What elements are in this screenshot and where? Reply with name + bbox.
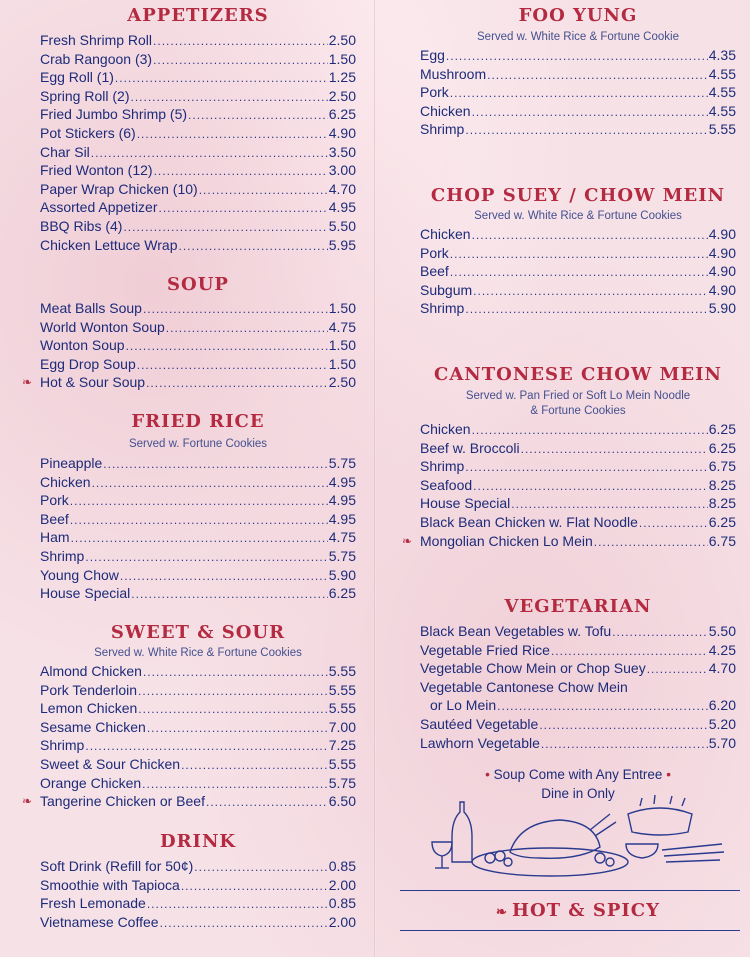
leader-dots [147,895,328,914]
hot-spicy-text: HOT & SPICY [511,900,660,921]
leader-dots [115,69,328,88]
leader-dots [465,458,707,477]
item-price: 5.55 [328,756,356,772]
list-item [40,755,356,774]
leader-dots [511,495,707,514]
leader-dots [487,66,708,85]
list-item [420,476,736,495]
item-name: Chicken Lettuce Wrap [40,236,178,253]
list-item [420,120,736,139]
divider [400,930,740,931]
item-price: 4.95 [328,510,356,527]
soup-note-text: Soup Come with Any Entree [493,767,663,782]
item-name: Chicken [420,102,471,119]
item-price: 4.90 [708,226,736,242]
chop-suey-subtitle: Served w. White Rice & Fortune Cookies [474,210,682,222]
item-price: 7.25 [328,737,356,754]
item-name: Young Chow [40,566,119,583]
item-price: 4.95 [328,473,356,490]
leader-dots [206,793,328,812]
item-name: Meat Balls Soup [40,300,142,316]
list-item [402,532,736,551]
list-item [40,217,356,236]
item-price: 5.90 [328,566,356,583]
item-name: Pork Tenderloin [40,681,138,698]
item-price: 2.00 [328,913,356,930]
leader-dots [160,914,328,933]
bullet: • [485,767,490,782]
list-item [40,699,356,718]
item-name: BBQ Ribs (4) [40,218,123,234]
list-item [420,513,736,532]
list-item [40,547,356,566]
list-item [420,299,736,318]
leader-dots [85,548,327,567]
leader-dots [639,514,708,533]
list-item [40,718,356,737]
item-price: 5.70 [708,734,736,751]
leader-dots [539,716,707,735]
foo-yung-subtitle: Served w. White Rice & Fortune Cookie [477,31,679,43]
vegetarian-title: VEGETARIAN [504,596,652,617]
list-item [40,876,356,895]
item-name: House Special [40,585,131,602]
leader-dots [126,337,328,356]
item-name: Tangerine Chicken or Beef [40,793,205,810]
item-name: Shrimp [420,300,465,317]
leader-dots [473,477,708,496]
leader-dots [71,529,328,548]
item-price: 5.90 [708,300,736,317]
leader-dots [541,735,708,754]
item-price: 1.50 [328,355,356,372]
list-item [420,715,736,734]
leader-dots [143,300,328,319]
leader-dots [166,319,328,338]
list-item [40,491,356,510]
item-price: 3.00 [328,162,356,179]
item-name: Spring Roll (2) [40,87,130,104]
item-price: 4.55 [708,65,736,82]
item-name: Pork [40,492,69,509]
item-price: 4.90 [708,281,736,298]
list-item [40,584,356,603]
list-item [40,894,356,913]
item-price: 6.75 [708,532,736,549]
leader-dots [497,697,708,716]
item-name: Smoothie with Tapioca [40,876,180,893]
item-name: Beef [40,510,69,527]
item-name: Vegetable Chow Mein or Chop Suey [420,660,646,677]
item-price: 4.95 [328,492,356,509]
leader-dots [137,125,328,144]
leader-dots [120,567,328,586]
item-name: Chicken [40,473,91,490]
list-item [40,355,356,374]
list-item [40,161,356,180]
food-illustration-icon [430,792,730,882]
list-item [40,68,356,87]
leader-dots [159,199,328,218]
leader-dots [446,47,708,66]
list-item [420,439,736,458]
list-item [420,659,736,678]
leader-dots [123,218,327,237]
item-price: 4.25 [708,641,736,658]
item-name: Assorted Appetizer [40,199,158,216]
item-price: 6.50 [328,793,356,810]
item-price: 4.90 [708,244,736,261]
leader-dots [91,144,328,163]
list-item [420,494,736,513]
leader-dots [154,162,328,181]
leader-dots [143,663,328,682]
item-name: Seafood [420,476,473,493]
list-item [40,510,356,529]
item-name: Lemon Chicken [40,700,138,717]
list-item [22,792,356,811]
leader-dots [594,533,708,552]
item-price: 5.50 [328,218,356,234]
list-item [40,124,356,143]
item-price: 2.50 [328,374,356,391]
item-price: 6.75 [708,458,736,475]
list-item [420,734,736,753]
list-item [40,774,356,793]
fried-rice-subtitle: Served w. Fortune Cookies [128,438,268,450]
list-item [40,50,356,69]
hot-spicy-legend [420,900,736,924]
item-name: Chicken [420,421,471,437]
item-name: Egg Drop Soup [40,355,136,372]
item-name: Sweet & Sour Chicken [40,756,181,772]
dine-in-note: Dine in Only [541,786,615,801]
item-name: Subgum [420,281,473,298]
item-name: Pineapple [40,455,103,471]
list-item [40,913,356,932]
item-name: Pork [420,84,449,101]
divider [400,890,740,891]
list-item [420,46,736,65]
item-price: 5.20 [708,716,736,732]
item-name: Crab Rangoon (3) [40,50,153,67]
leader-dots [131,585,327,604]
item-name: Lawhorn Vegetable [420,734,540,751]
soup-title: SOUP [167,274,229,295]
item-name: Soft Drink (Refill for 50¢) [40,858,194,874]
list-item [420,244,736,263]
list-item [420,420,736,439]
list-item [40,236,356,255]
leader-dots [199,181,328,200]
item-name: Sesame Chicken [40,718,146,735]
list-item [40,87,356,106]
item-price: 1.25 [328,69,356,86]
chili-pepper-icon: ❧ [22,375,33,390]
item-name: Almond Chicken [40,663,142,679]
leader-dots [473,282,708,301]
item-name: Fresh Lemonade [40,895,146,912]
list-item [420,102,736,121]
list-item [420,281,736,300]
item-price: 4.75 [328,529,356,546]
list-item [40,736,356,755]
bullet: • [666,767,671,782]
sweet-sour-subtitle: Served w. White Rice & Fortune Cookies [94,647,302,659]
leader-dots [194,858,327,877]
item-name: Vegetable Cantonese Chow Mein [420,679,628,695]
drink-title: DRINK [159,831,237,852]
item-price: 5.55 [328,663,356,679]
leader-dots [647,660,708,679]
list-item [40,198,356,217]
list-item [420,83,736,102]
list-item [22,373,356,392]
item-price: 4.75 [328,318,356,335]
list-item [420,696,736,715]
sweet-sour-title: SWEET & SOUR [110,622,286,643]
leader-dots [465,300,707,319]
item-name: Shrimp [40,737,85,754]
list-item [420,262,736,281]
leader-dots [70,511,328,530]
list-item [40,336,356,355]
list-item [40,299,356,318]
item-price: 4.55 [708,102,736,119]
list-item [40,473,356,492]
leader-dots [137,356,328,375]
item-price: 8.25 [708,476,736,493]
item-price: 5.55 [328,700,356,717]
item-price: 5.50 [708,623,736,639]
item-price: 6.25 [708,439,736,456]
item-price: 1.50 [328,300,356,316]
item-price: 5.75 [328,455,356,471]
item-price: 4.55 [708,84,736,101]
item-price: 1.50 [328,50,356,67]
leader-dots [181,756,328,775]
leader-dots [472,421,708,440]
list-item [420,457,736,476]
leader-dots [188,106,328,125]
leader-dots [147,719,328,738]
list-item [40,528,356,547]
leader-dots [472,226,708,245]
leader-dots [521,440,708,459]
item-name: Fried Wonton (12) [40,162,153,179]
leader-dots [450,263,708,282]
list-item [420,678,736,697]
item-name: or Lo Mein [430,697,497,713]
chili-pepper-icon: ❧ [402,533,413,548]
list-item [40,662,356,681]
cantonese-subtitle-line2: & Fortune Cookies [530,405,626,417]
chili-pepper-icon: ❧ [496,905,508,920]
item-price: 4.35 [708,47,736,63]
item-price: 6.25 [708,421,736,437]
list-item [420,65,736,84]
item-name: Beef [420,263,449,280]
item-name: World Wonton Soup [40,318,165,335]
menu-fold-line [374,0,376,957]
list-item [40,681,356,700]
item-name: Shrimp [420,458,465,475]
item-price: 5.75 [328,548,356,564]
item-price: 7.00 [328,718,356,735]
list-item [40,857,356,876]
list-item [40,318,356,337]
leader-dots [153,32,328,51]
item-price: 4.70 [328,180,356,197]
item-name: Fresh Shrimp Roll [40,32,153,48]
list-item [40,566,356,585]
item-name: Wonton Soup [40,337,125,354]
item-price: 4.70 [708,660,736,677]
item-name: Fried Jumbo Shrimp (5) [40,106,188,123]
item-name: Orange Chicken [40,774,142,791]
item-price: 4.95 [328,199,356,216]
item-name: Pork [420,244,449,261]
leader-dots [612,623,708,642]
leader-dots [142,775,328,794]
item-name: Char Sil [40,143,90,160]
list-item [40,454,356,473]
fried-rice-title: FRIED RICE [131,411,265,432]
item-price: 6.20 [708,697,736,713]
list-item [420,641,736,660]
item-name: Ham [40,529,70,546]
item-price: 6.25 [708,514,736,530]
list-item [420,622,736,641]
leader-dots [70,492,328,511]
item-price: 6.25 [328,106,356,123]
chop-suey-title: CHOP SUEY / CHOW MEIN [430,185,726,206]
item-name: Shrimp [40,548,85,564]
item-price: 3.50 [328,143,356,160]
item-price: 2.50 [328,32,356,48]
leader-dots [138,682,328,701]
leader-dots [465,121,707,140]
leader-dots [450,84,708,103]
list-item [40,143,356,162]
leader-dots [153,51,328,70]
soup-note [420,765,736,785]
item-price: 5.55 [328,681,356,698]
cantonese-title: CANTONESE CHOW MEIN [434,364,722,385]
item-price: 2.00 [328,876,356,893]
leader-dots [92,474,328,493]
item-name: Sautéed Vegetable [420,716,539,732]
item-name: Pot Stickers (6) [40,125,136,141]
item-name: Beef w. Broccoli [420,439,520,456]
item-price: 0.85 [328,858,356,874]
item-price: 2.50 [328,87,356,104]
item-name: Black Bean Chicken w. Flat Noodle [420,514,638,530]
list-item [40,105,356,124]
item-price: 1.50 [328,337,356,354]
leader-dots [178,237,327,256]
chili-pepper-icon: ❧ [22,794,33,809]
item-name: Hot & Sour Soup [40,374,146,391]
leader-dots [138,700,327,719]
item-name: Egg Roll (1) [40,69,114,86]
cantonese-subtitle-line1: Served w. Pan Fried or Soft Lo Mein Noodle [465,390,691,402]
foo-yung-title: FOO YUNG [518,5,638,26]
item-name: Chicken [420,226,471,242]
item-name: Mushroom [420,65,487,82]
item-price: 6.25 [328,585,356,602]
item-price: 5.75 [328,774,356,791]
leader-dots [130,88,327,107]
leader-dots [551,642,708,661]
leader-dots [85,737,327,756]
item-name: Vegetable Fried Rice [420,641,550,658]
leader-dots [146,374,328,393]
item-price: 0.85 [328,895,356,912]
item-price: 5.95 [328,236,356,253]
item-name: Paper Wrap Chicken (10) [40,180,198,197]
list-item [40,31,356,50]
item-price: 4.90 [328,125,356,141]
list-item [40,180,356,199]
item-price: 8.25 [708,495,736,512]
leader-dots [181,877,328,896]
appetizers-title: APPETIZERS [127,5,269,26]
list-item [420,225,736,244]
leader-dots [450,245,708,264]
item-name: Mongolian Chicken Lo Mein [420,532,593,549]
item-name: Egg [420,47,445,63]
item-name: Shrimp [420,121,465,138]
item-name: Vietnamese Coffee [40,913,159,930]
item-price: 5.55 [708,121,736,138]
leader-dots [472,103,708,122]
item-price: 4.90 [708,263,736,280]
item-name: Black Bean Vegetables w. Tofu [420,623,612,639]
item-name: House Special [420,495,511,512]
leader-dots [103,455,327,474]
